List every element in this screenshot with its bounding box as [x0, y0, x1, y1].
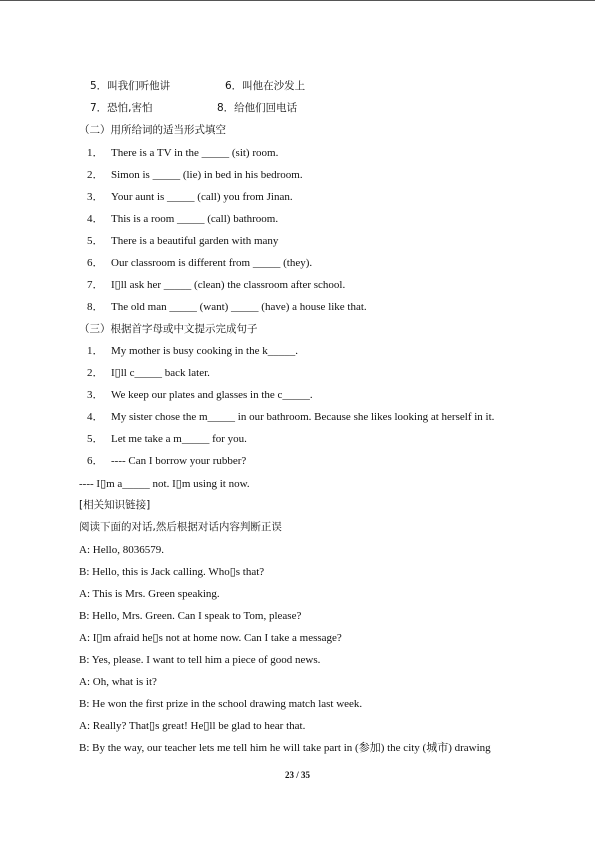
dialogue-line: B: Hello, Mrs. Green. Can I speak to Tom, please? [79, 610, 302, 622]
reading-instruction: 阅读下面的对话,然后根据对话内容判断正误 [79, 521, 282, 533]
dialogue-line: A: I▯m afraid he▯s not at home now. Can I take a message? [79, 632, 342, 644]
completion-item [87, 432, 247, 446]
item-number: 3． [87, 191, 104, 203]
item-text: This is a room _____ (call) bathroom. [111, 213, 279, 225]
item-number: 6． [87, 455, 104, 467]
completion-item [87, 344, 298, 358]
fill-item [87, 146, 278, 160]
item-text: Our classroom is different from _____ (they). [111, 257, 313, 269]
dialogue-line: A: This is Mrs. Green speaking. [79, 588, 220, 600]
fill-item [87, 190, 293, 204]
item-text: My mother is busy cooking in the k_____. [111, 345, 298, 357]
item-number: 1． [87, 147, 104, 159]
section-3-heading: （三）根据首字母或中文提示完成句子 [79, 323, 258, 335]
vocab-item-7: 7．恐怕,害怕 [90, 102, 153, 114]
item-text: I▯ll c_____ back later. [111, 367, 210, 379]
dialogue-line: B: Hello, this is Jack calling. Who▯s that? [79, 566, 265, 578]
completion-item-continuation: ---- I▯m a_____ not. I▯m using it now. [79, 478, 250, 490]
completion-item [87, 410, 494, 424]
fill-item [87, 168, 303, 182]
item-text: Let me take a m_____ for you. [111, 433, 247, 445]
fill-item [87, 256, 312, 270]
item-number: 7． [87, 279, 104, 291]
item-number: 2． [87, 367, 104, 379]
dialogue-line: B: He won the first prize in the school drawing match last week. [79, 698, 363, 710]
dialogue-line: A: Really? That▯s great! He▯ll be glad to hear that. [79, 720, 306, 732]
item-number: 3． [87, 389, 104, 401]
item-text: We keep our plates and glasses in the c_____. [111, 389, 313, 401]
item-text: There is a TV in the _____ (sit) room. [111, 147, 279, 159]
dialogue-line: A: Oh, what is it? [79, 676, 157, 688]
vocab-item-8: 8．给他们回电话 [217, 102, 298, 114]
item-text: ---- Can I borrow your rubber? [111, 455, 247, 467]
vocab-item-6: 6．叫他在沙发上 [225, 80, 306, 92]
fill-item [87, 234, 278, 248]
top-border-line [0, 0, 595, 1]
completion-item [87, 454, 246, 468]
page-number: 23 / 35 [284, 770, 310, 780]
item-text: The old man _____ (want) _____ (have) a house like that. [111, 301, 367, 313]
completion-item [87, 366, 210, 380]
item-number: 8． [87, 301, 104, 313]
item-number: 6． [87, 257, 104, 269]
item-number: 5． [87, 235, 104, 247]
item-number: 1． [87, 345, 104, 357]
item-text: Simon is _____ (lie) in bed in his bedroom. [111, 169, 303, 181]
dialogue-line: B: By the way, our teacher lets me tell him he will take part in (参加) the city (城市) drawing [79, 742, 491, 754]
vocab-item-5: 5．叫我们听他讲 [90, 80, 171, 92]
item-text: My sister chose the m_____ in our bathroom. Because she likes looking at herself in it. [111, 411, 495, 423]
item-number: 4． [87, 411, 104, 423]
item-text: I▯ll ask her _____ (clean) the classroom after school. [111, 279, 346, 291]
item-number: 5． [87, 433, 104, 445]
knowledge-link-heading: [相关知识链接] [79, 499, 151, 511]
item-number: 2． [87, 169, 104, 181]
item-text: Your aunt is _____ (call) you from Jinan. [111, 191, 293, 203]
dialogue-line: A: Hello, 8036579. [79, 544, 164, 556]
completion-item [87, 388, 313, 402]
fill-item [87, 212, 278, 226]
dialogue-line: B: Yes, please. I want to tell him a piece of good news. [79, 654, 321, 666]
fill-item [87, 278, 345, 292]
item-text: There is a beautiful garden with many [111, 235, 279, 247]
section-2-heading: （二）用所给词的适当形式填空 [79, 124, 226, 136]
fill-item [87, 300, 367, 314]
item-number: 4． [87, 213, 104, 225]
